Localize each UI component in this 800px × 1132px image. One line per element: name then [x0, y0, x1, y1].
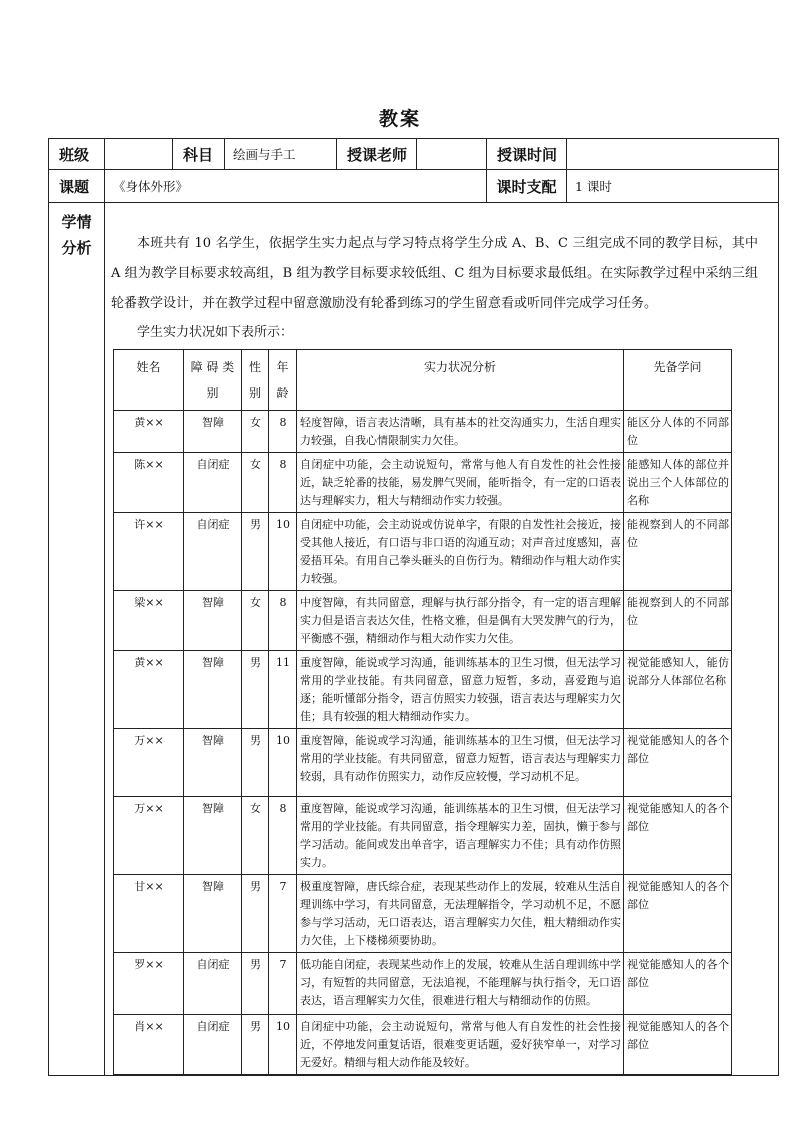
student-table-header: [114, 350, 732, 411]
student-name: 甘××: [114, 875, 184, 953]
student-gender: 男: [242, 651, 269, 729]
student-name: 梁××: [114, 591, 184, 651]
header-row-1: [49, 139, 779, 170]
table-row: [114, 513, 732, 591]
student-gender: 女: [242, 797, 269, 875]
student-prior: 视觉能感知人，能仿说部分人体部位名称: [624, 651, 732, 729]
teacher-label: 授课老师: [337, 139, 417, 170]
student-gender: 男: [242, 875, 269, 953]
student-name: 黄××: [114, 411, 184, 453]
student-name: 肖××: [114, 1015, 184, 1075]
student-age: 8: [269, 591, 297, 651]
student-analysis: 重度智障，能说或学习沟通，能训练基本的卫生习惯，但无法学习常用的学业技能。有共同留意，留意力短暂，语言表达与理解实力较弱，具有动作仿照实力，动作反应较慢，学习动机不足。: [297, 729, 624, 797]
analysis-paragraph: 本班共有 10 名学生，依据学生实力起点与学习特点将学生分成 A、B、C 三组完成不同的教学目标，其中 A 组为教学目标要求较高组，B 组为教学目标要求较低组、C 组为目标要求最低组。在实际教学过程中采纳三组轮番教学设计，并在教学过程中留意激励没有轮番到练习的学生留意看或听同伴完成学习任务。: [111, 236, 758, 311]
class-label: 班级: [49, 139, 105, 170]
col-age: 年龄: [269, 350, 297, 411]
student-type: 自闭症: [184, 453, 242, 513]
student-analysis: 低功能自闭症，表现某些动作上的发展，较难从生活自理训练中学习，有短暂的共同留意，无法追视，不能理解与执行指令，无口语表达，语言理解实力欠佳，很难进行粗大与精细动作的仿照。: [297, 953, 624, 1015]
lesson-plan-table: [48, 138, 779, 1076]
student-prior: 能视察到人的不同部位: [624, 513, 732, 591]
student-gender: 女: [242, 591, 269, 651]
student-prior: 能视察到人的不同部位: [624, 591, 732, 651]
student-gender: 女: [242, 411, 269, 453]
table-row: [114, 591, 732, 651]
table-row: [114, 453, 732, 513]
student-name: 许××: [114, 513, 184, 591]
analysis-row: [49, 203, 779, 1076]
student-analysis: 自闭症中功能，会主动说或仿说单字，有限的自发性社会接近，接受其他人接近，有口语与非口语的沟通互动；对声音过度感知，喜爱捂耳朵。有用自己拳头砸头的自伤行为。精细动作与粗大动作实力较强。: [297, 513, 624, 591]
table-row: [114, 875, 732, 953]
student-type: 自闭症: [184, 953, 242, 1015]
col-type: 障 碍 类 别: [184, 350, 242, 411]
header-row-2: [49, 170, 779, 203]
table-row: [114, 651, 732, 729]
student-prior: 视觉能感知人的各个部位: [624, 1015, 732, 1075]
student-name: 万××: [114, 797, 184, 875]
student-type: 智障: [184, 591, 242, 651]
student-gender: 女: [242, 453, 269, 513]
student-prior: 视觉能感知人的各个部位: [624, 953, 732, 1015]
student-age: 11: [269, 651, 297, 729]
col-analysis: 实力状况分析: [297, 350, 624, 411]
student-analysis: 重度智障，能说或学习沟通，能训练基本的卫生习惯，但无法学习常用的学业技能。有共同留意，留意力短暂，多动，喜爱跑与追逐；能听懂部分指令，语言仿照实力较强，语言表达与理解实力欠佳；具有较强的粗大精细动作实力。: [297, 651, 624, 729]
table-row: [114, 797, 732, 875]
analysis-intro: 学生实力状况如下表所示：: [137, 325, 294, 340]
analysis-content: [105, 203, 779, 1076]
subject-value: 绘画与手工: [225, 139, 337, 170]
student-type: 智障: [184, 651, 242, 729]
class-value: [105, 139, 173, 170]
student-type: 智障: [184, 411, 242, 453]
student-type: 智障: [184, 729, 242, 797]
analysis-label-line2: 分析: [61, 239, 92, 257]
student-prior: 视觉能感知人的各个部位: [624, 797, 732, 875]
student-name: 黄××: [114, 651, 184, 729]
student-prior: 能感知人体的部位并说出三个人体部位的名称: [624, 453, 732, 513]
student-table: [113, 349, 732, 1075]
duration-label: 课时支配: [487, 170, 567, 203]
table-row: [114, 1015, 732, 1075]
page-title: 教案: [378, 108, 421, 130]
duration-value: 1 课时: [567, 170, 779, 203]
student-name: 万××: [114, 729, 184, 797]
student-analysis: 极重度智障，唐氏综合症，表现某些动作上的发展，较难从生活自理训练中学习，有共同留意，无法理解指令，学习动机不足，不愿参与学习活动，无口语表达，语言理解实力欠佳，粗大精细动作实力欠佳，上下楼梯须要协助。: [297, 875, 624, 953]
student-prior: 视觉能感知人的各个部位: [624, 729, 732, 797]
student-gender: 男: [242, 953, 269, 1015]
student-gender: 男: [242, 513, 269, 591]
col-gender: 性别: [242, 350, 269, 411]
time-value: [567, 139, 779, 170]
student-age: 8: [269, 411, 297, 453]
student-analysis: 自闭症中功能，会主动说短句，常常与他人有自发性的社会性接近，不停地发问重复话语，很难变更话题，爱好狭窄单一，对学习无爱好。精细与粗大动作能及较好。: [297, 1015, 624, 1075]
student-analysis: 重度智障，能说或学习沟通，能训练基本的卫生习惯，但无法学习常用的学业技能。有共同留意，指令理解实力差，固执，懒于参与学习活动。能间或发出单音字，语言理解实力不佳；具有动作仿照实力。: [297, 797, 624, 875]
student-analysis: 轻度智障，语言表达清晰，具有基本的社交沟通实力，生活自理实力较强，自我心情限制实力欠佳。: [297, 411, 624, 453]
topic-value: 《身体外形》: [105, 170, 487, 203]
student-name: 罗××: [114, 953, 184, 1015]
table-row: [114, 729, 732, 797]
student-age: 10: [269, 513, 297, 591]
table-row: [114, 411, 732, 453]
table-row: [114, 953, 732, 1015]
col-name: 姓名: [114, 350, 184, 411]
student-type: 智障: [184, 797, 242, 875]
student-type: 智障: [184, 875, 242, 953]
col-prior: 先备学问: [624, 350, 732, 411]
student-age: 8: [269, 797, 297, 875]
analysis-label-line1: 学情: [61, 213, 92, 231]
analysis-label: [49, 203, 105, 1076]
teacher-value: [417, 139, 487, 170]
time-label: 授课时间: [487, 139, 567, 170]
subject-label: 科目: [173, 139, 225, 170]
student-age: 7: [269, 953, 297, 1015]
student-prior: 能区分人体的不同部位: [624, 411, 732, 453]
student-gender: 男: [242, 729, 269, 797]
student-age: 7: [269, 875, 297, 953]
student-type: 自闭症: [184, 1015, 242, 1075]
student-rows: [114, 411, 732, 1075]
student-age: 10: [269, 729, 297, 797]
topic-label: 课题: [49, 170, 105, 203]
student-name: 陈××: [114, 453, 184, 513]
student-type: 自闭症: [184, 513, 242, 591]
student-gender: 男: [242, 1015, 269, 1075]
student-prior: 视觉能感知人的各个部位: [624, 875, 732, 953]
student-age: 10: [269, 1015, 297, 1075]
student-age: 8: [269, 453, 297, 513]
student-analysis: 中度智障，有共同留意，理解与执行部分指令，有一定的语言理解实力但是语言表达欠佳，性格文雅，但是偶有大哭发脾气的行为，平衡感不强，精细动作与粗大动作实力欠佳。: [297, 591, 624, 651]
student-analysis: 自闭症中功能，会主动说短句，常常与他人有自发性的社会性接近，缺乏轮番的技能，易发脾气哭闹，能听指令，有一定的口语表达与理解实力，粗大与精细动作实力较强。: [297, 453, 624, 513]
